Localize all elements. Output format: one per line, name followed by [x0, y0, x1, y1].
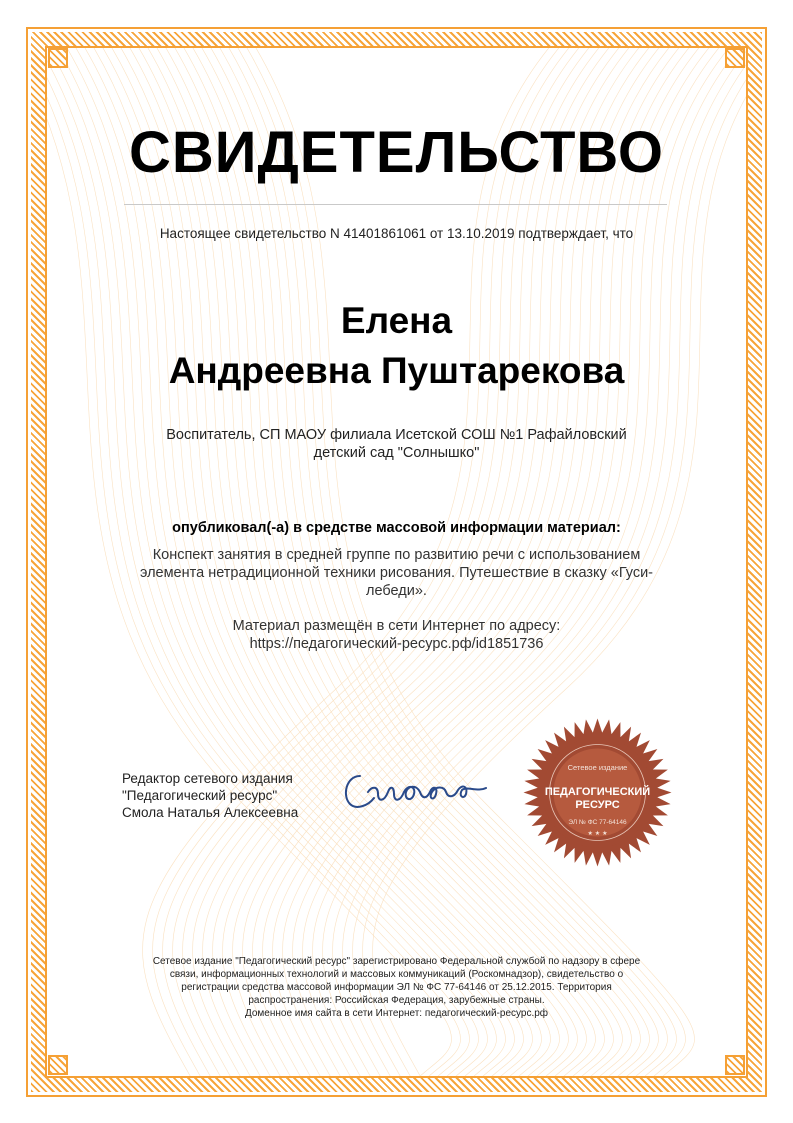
- material-line3: лебеди».: [366, 583, 427, 599]
- position-line2: детский сад "Солнышко": [313, 445, 480, 461]
- footer-line2: связи, информационных технологий и массовых коммуникаций (Роскомнадзор), свидетельство о: [169, 969, 624, 980]
- footer-line5: Доменное имя сайта в сети Интернет: педагогический-ресурс.рф: [244, 1008, 549, 1019]
- certificate-title: СВИДЕТЕЛЬСТВО: [129, 120, 664, 185]
- seal-top-text: Сетевое издание: [567, 763, 628, 772]
- footer-line1: Сетевое издание "Педагогический ресурс" зарегистрировано Федеральной службой по надзору в сфере: [152, 956, 641, 967]
- corner-ornament-top-right: [725, 48, 745, 68]
- editor-signature: [338, 762, 498, 822]
- material-line1: Конспект занятия в средней группе по развитию речи с использованием: [152, 547, 641, 563]
- title-divider: [124, 204, 667, 205]
- certificate-number-line: Настоящее свидетельство N 41401861061 от 13.10.2019 подтверждает, что: [159, 226, 634, 241]
- editor-line2: "Педагогический ресурс": [122, 788, 278, 803]
- editor-line1: Редактор сетевого издания: [122, 771, 293, 786]
- registration-footer: [110, 955, 683, 1020]
- position-line1: Воспитатель, СП МАОУ филиала Исетской СОШ №1 Рафайловский: [166, 427, 627, 443]
- recipient-name-line1: Елена: [340, 300, 453, 341]
- editor-line3: Смола Наталья Алексеевна: [122, 805, 299, 820]
- footer-line4: распространения: Российская Федерация, зарубежные страны.: [248, 995, 545, 1006]
- seal-main-line2: РЕСУРС: [575, 799, 620, 811]
- corner-ornament-bottom-left: [48, 1055, 68, 1075]
- corner-ornament-top-left: [48, 48, 68, 68]
- editor-block: [122, 770, 322, 821]
- seal-registration: ЭЛ № ФС 77-64146: [568, 819, 627, 826]
- material-location: [60, 617, 733, 653]
- material-url[interactable]: https://педагогический-ресурс.рф/id1851736: [249, 636, 544, 652]
- material-line2: элемента нетрадиционной техники рисования. Путешествие в сказку «Гуси-: [139, 565, 653, 581]
- recipient-name-line2: Андреевна Пуштарекова: [168, 350, 625, 391]
- seal-main-line1: ПЕДАГОГИЧЕСКИЙ: [544, 786, 651, 798]
- corner-ornament-bottom-right: [725, 1055, 745, 1075]
- seal-stars: ★ ★ ★: [587, 830, 608, 837]
- published-label: опубликовал(-а) в средстве массовой информации материал:: [172, 520, 621, 536]
- publication-seal: [520, 715, 675, 870]
- material-title: [115, 546, 678, 600]
- placed-label: Материал размещён в сети Интернет по адресу:: [232, 618, 561, 634]
- footer-line3: регистрации средства массовой информации ЭЛ № ФС 77-64146 от 25.12.2015. Территория: [181, 982, 612, 993]
- recipient-name: [60, 296, 733, 396]
- recipient-position: [130, 426, 663, 462]
